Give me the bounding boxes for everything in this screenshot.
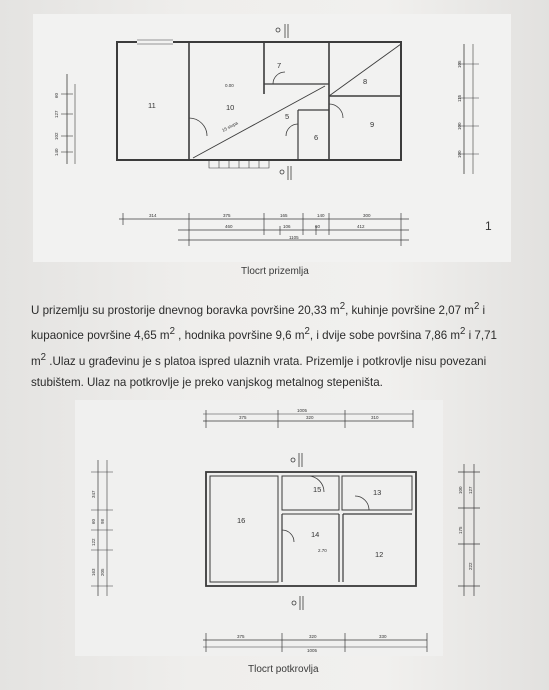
attic-right-dim-b: 127: [468, 486, 473, 494]
attic-dim-bottom-375: 375: [237, 634, 245, 639]
attic-floor-plan: [75, 400, 443, 656]
room-label-15: 15: [313, 485, 322, 494]
description-line-2: [31, 321, 526, 346]
room-label-11: 11: [148, 101, 156, 110]
attic-right-dim-a: 100: [458, 486, 463, 494]
text-kitchen: , kuhinje površine 2,07 m: [345, 303, 474, 317]
attic-floor-caption: Tlocrt potkrovlja: [248, 664, 319, 675]
attic-side-dim-e: 98: [100, 518, 105, 524]
attic-side-dim-a: 347: [91, 490, 96, 498]
attic-dim-top-320: 320: [306, 415, 314, 420]
room-label-13: 13: [373, 488, 382, 497]
dim-460: 460: [225, 224, 233, 229]
text-and: i: [479, 303, 486, 317]
stair-label: 15 stupa: [221, 120, 239, 133]
room-label-12: 12: [375, 550, 384, 559]
ground-floor-drawing: [33, 14, 511, 262]
sup: 2: [169, 326, 175, 338]
dim-165: 165: [280, 213, 288, 218]
dim-314: 314: [149, 213, 157, 218]
text-entrance: .Ulaz u građevinu je s platoa ispred ulaznih vrata. Prizemlje i potkrovlje nisu povezani: [46, 354, 487, 368]
room-label-10: 10: [226, 103, 235, 112]
ground-floor-plan: [33, 14, 511, 262]
text-hallway: , hodnika površine 9,6 m: [174, 329, 305, 343]
side-dim-b: 127: [54, 110, 59, 118]
text-living-room: U prizemlju su prostorije dnevnog boravka površine 20,33 m: [31, 303, 340, 317]
side-dim-h: 100: [457, 150, 462, 158]
attic-right-dim-d: 222: [468, 562, 473, 570]
room-label-14: 14: [311, 530, 320, 539]
dim-412: 412: [357, 224, 365, 229]
description-line-4: stubištem. Ulaz na potkrovlje je preko vanjskog metalnog stepeništa.: [31, 376, 383, 390]
attic-dim-top-total: 1005: [297, 408, 308, 413]
room-label-7: 7: [277, 61, 282, 70]
attic-side-dim-f: 205: [100, 568, 105, 576]
side-dim-e: 105: [457, 60, 462, 68]
dim-106: 106: [283, 224, 291, 229]
dim-300: 300: [363, 213, 371, 218]
attic-side-dim-c: 122: [91, 538, 96, 546]
text-unit: m: [31, 354, 41, 368]
attic-right-dim-c: 175: [458, 526, 463, 534]
attic-floor-drawing: [75, 400, 443, 656]
sup: 2: [473, 301, 480, 312]
sup: 2: [40, 351, 47, 363]
room-label-8: 8: [363, 77, 368, 86]
attic-dim-top-310: 310: [371, 415, 379, 420]
attic-dim-top-375: 375: [239, 415, 247, 420]
dim-140: 140: [317, 213, 325, 218]
room-label-9: 9: [370, 120, 375, 129]
room-label-5: 5: [285, 112, 290, 121]
description-line-1: [31, 296, 526, 321]
side-dim-g: 100: [457, 122, 462, 130]
attic-side-dim-b: 60: [91, 518, 96, 524]
room-label-16: 16: [237, 516, 246, 525]
text-bathroom: kupaonice površine 4,65 m: [31, 329, 170, 343]
dim-total: 1105: [289, 235, 299, 240]
ground-floor-caption: Tlocrt prizemlja: [241, 266, 309, 277]
sup: 2: [339, 301, 346, 312]
room-label-6: 6: [314, 133, 319, 142]
dim-60: 60: [315, 224, 321, 229]
attic-dim-bottom-320: 320: [309, 634, 317, 639]
level-mark: 0.00: [225, 83, 234, 88]
attic-dim-bottom-total: 1005: [307, 648, 318, 653]
sup: 2: [460, 326, 466, 338]
attic-side-dim-d: 163: [91, 568, 96, 576]
side-dim-c: 102: [54, 132, 59, 140]
side-dim-d: 140: [54, 148, 59, 156]
side-dim-a: 60: [54, 92, 59, 98]
description-paragraph: [31, 296, 526, 394]
section-marker: 1: [485, 219, 492, 233]
description-line-3: [31, 347, 526, 372]
attic-level-mark: 2.70: [318, 548, 327, 553]
text-rooms: , i dvije sobe površina 7,86 m: [309, 329, 461, 343]
text-room-area: i 7,71: [465, 329, 497, 343]
side-dim-f: 115: [457, 94, 462, 102]
attic-right-dimensions: [452, 460, 492, 600]
attic-dim-bottom-330: 330: [379, 634, 387, 639]
dim-375: 375: [223, 213, 231, 218]
sup: 2: [304, 326, 310, 338]
